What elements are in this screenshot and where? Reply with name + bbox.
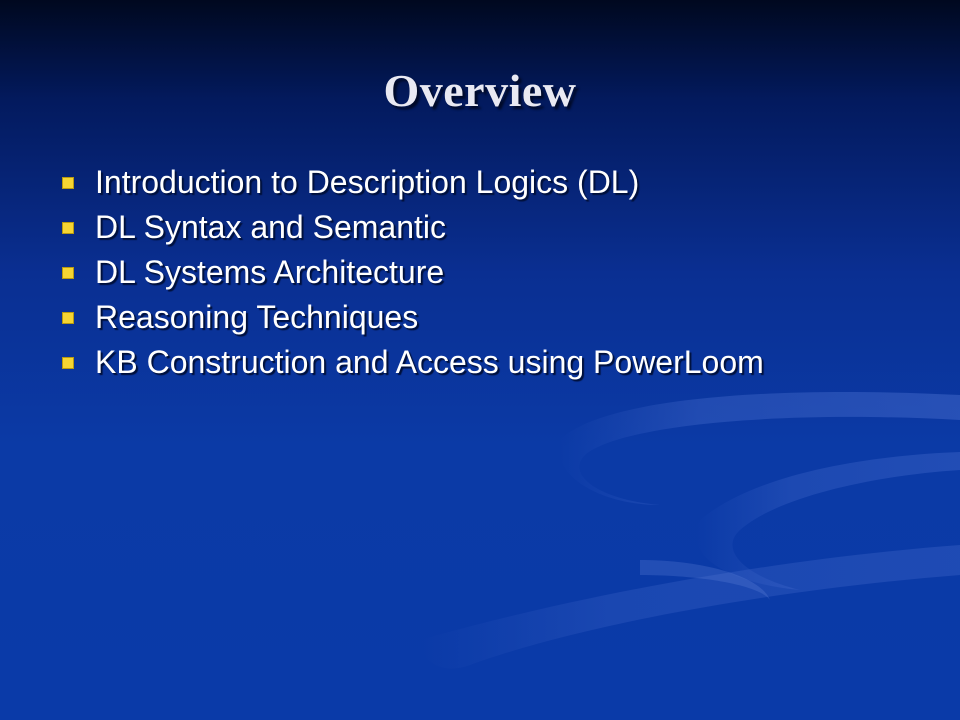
list-item <box>60 205 764 250</box>
bullet-list <box>60 160 764 385</box>
square-bullet-icon <box>62 222 74 234</box>
bullet-text: DL Systems Architecture <box>95 254 445 290</box>
square-bullet-icon <box>62 357 74 369</box>
bullet-text: Reasoning Techniques <box>95 299 419 335</box>
list-item <box>60 160 764 205</box>
bullet-text: Introduction to Description Logics (DL) <box>95 164 640 200</box>
list-item <box>60 340 764 385</box>
square-bullet-icon <box>62 312 74 324</box>
list-item <box>60 250 764 295</box>
list-item <box>60 295 764 340</box>
bullet-text: DL Syntax and Semantic <box>95 209 446 245</box>
square-bullet-icon <box>62 267 74 279</box>
square-bullet-icon <box>62 177 74 189</box>
slide-title: Overview <box>383 65 577 116</box>
bullet-text: KB Construction and Access using PowerLoom <box>95 344 764 380</box>
